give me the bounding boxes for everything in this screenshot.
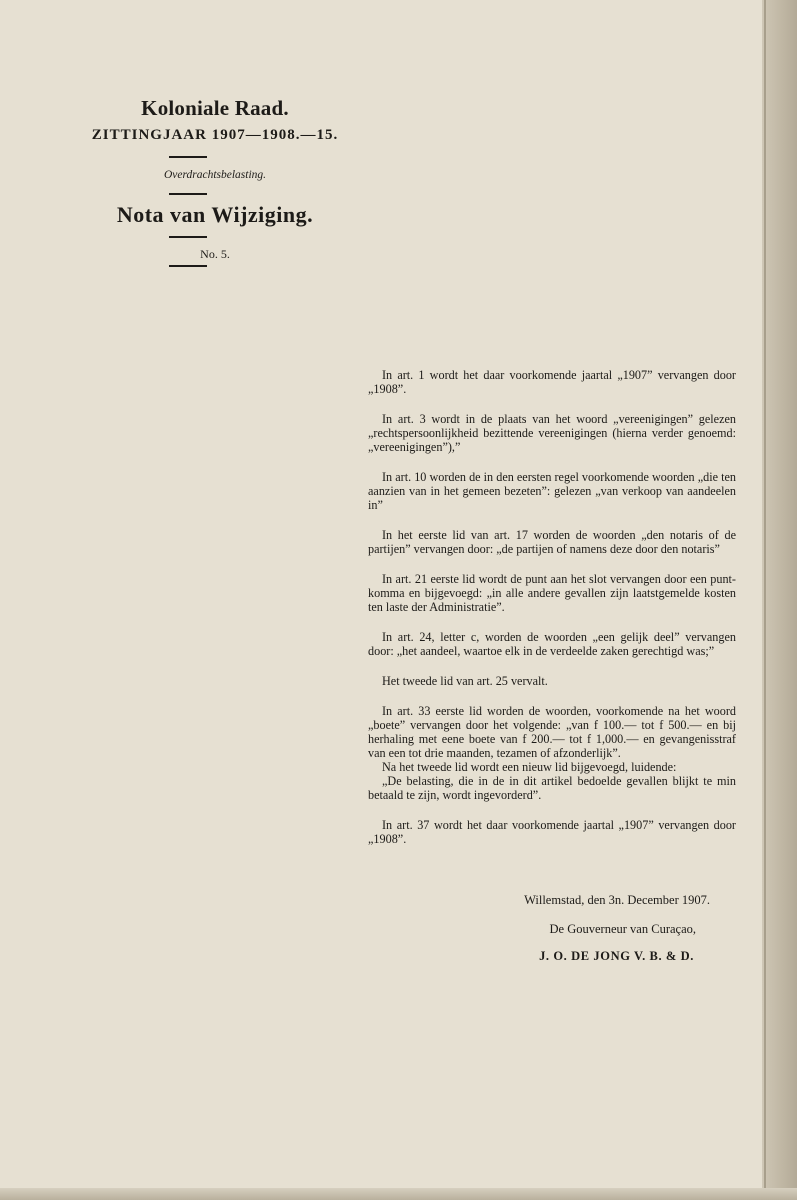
paragraph-art-33-quote: „De belasting, die in de in dit artikel bedoelde gevallen blijkt te min betaald te zijn, wordt ingevorderd”.	[368, 774, 736, 802]
document-title: Nota van Wijziging.	[116, 202, 314, 227]
paragraph-art-17: In het eerste lid van art. 17 worden de woorden „den notaris of de partijen” vervangen door: „de partijen of namens deze door den notaris”	[368, 528, 736, 556]
paragraph-art-37: In art. 37 wordt het daar voorkomende jaartal „1907” vervangen door „1908”.	[368, 818, 736, 846]
document-number: No. 5.	[200, 247, 230, 261]
council-title: Koloniale Raad.	[141, 96, 289, 120]
paragraph-art-33: In art. 33 eerste lid worden de woorden, voorkomende na het woord „boete” vervangen door het volgende: „van f 100.— tot f 500.— en bij herhaling met eene boete van f 200.— tot f 1,000.— en gevangenisstraf van een tot drie maanden, tezamen of afzonderlijk”.	[368, 704, 736, 760]
divider-rule	[169, 236, 207, 238]
paragraph-art-33-new-lid: Na het tweede lid wordt een nieuw lid bijgevoegd, luidende:	[382, 760, 677, 774]
paragraph-art-24: In art. 24, letter c, worden de woorden „een gelijk deel” vervangen door: „het aandeel, waartoe elk in de verdeelde zaken gerechtigd was;”	[368, 630, 736, 658]
signature: J. O. DE JONG V. B. & D.	[539, 949, 694, 963]
divider-rule	[169, 156, 207, 158]
paragraph-art-1: In art. 1 wordt het daar voorkomende jaartal „1907” vervangen door „1908”.	[368, 368, 736, 396]
paragraph-art-3: In art. 3 wordt in de plaats van het woord „vereenigingen” gelezen „rechtspersoonlijkheid bezittende vereenigingen (hierna verder genoemd: „vereenigingen”),”	[368, 412, 736, 454]
place-date: Willemstad, den 3n. December 1907.	[524, 893, 710, 907]
paragraph-art-21: In art. 21 eerste lid wordt de punt aan het slot vervangen door een punt-komma en bijgevoegd: „in alle andere gevallen zijn laatstgemelde kosten ten laste der Administratie”.	[368, 572, 736, 614]
page-edge-line	[764, 0, 766, 1200]
governor-title: De Gouverneur van Curaçao,	[549, 922, 696, 936]
page-edge	[762, 0, 797, 1200]
amendments-body	[368, 368, 736, 862]
paragraph-art-25: Het tweede lid van art. 25 vervalt.	[382, 674, 548, 688]
divider-rule	[169, 265, 207, 267]
paragraph-art-10: In art. 10 worden de in den eersten regel voorkomende woorden „die ten aanzien van in het gemeen bezeten”: gelezen „van verkoop van aandeelen in”	[368, 470, 736, 512]
subject-line: Overdrachtsbelasting.	[163, 169, 267, 181]
divider-rule	[169, 193, 207, 195]
session-year: ZITTINGJAAR 1907—1908.—15.	[91, 127, 339, 143]
page-bottom-shadow	[0, 1188, 797, 1200]
